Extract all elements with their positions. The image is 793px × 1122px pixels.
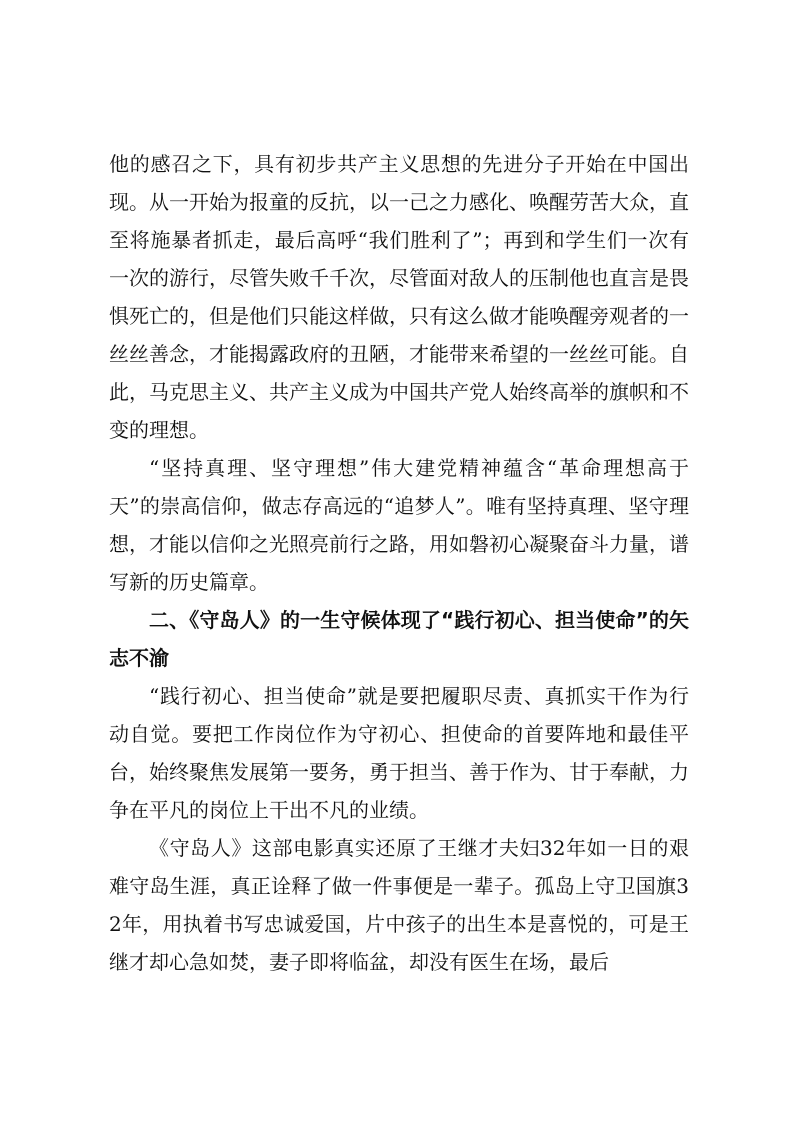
section-heading-two: 二、《守岛人》的一生守候体现了“践行初心、担当使命”的矢志不渝 — [109, 608, 689, 670]
paragraph-truth-ideals: “坚持真理、坚守理想”伟大建党精神蕴含“革命理想高于天”的崇高信仰，做志存高远的“追梦人”。唯有坚持真理、坚守理想，才能以信仰之光照亮前行之路，用如磐初心凝聚奋斗力量，谱写新的历史篇章。 — [109, 456, 689, 594]
paragraph-island-keeper: 《守岛人》这部电影真实还原了王继才夫妇32年如一日的艰难守岛生涯，真正诠释了做一件事便是一辈子。孤岛上守卫国旗32年，用执着书写忠诚爱国，片中孩子的出生本是喜悦的，可是王继才却心急如焚，妻子即将临盆，却没有医生在场，最后 — [109, 836, 689, 974]
paragraph-mission: “践行初心、担当使命”就是要把履职尽责、真抓实干作为行动自觉。要把工作岗位作为守初心、担使命的首要阵地和最佳平台，始终聚焦发展第一要务，勇于担当、善于作为、甘于奉献，力争在平凡的岗位上干出不凡的业绩。 — [109, 684, 689, 822]
paragraph-revolution-origin: 他的感召之下，具有初步共产主义思想的先进分子开始在中国出现。从一开始为报童的反抗，以一己之力感化、唤醒劳苦大众，直至将施暴者抓走，最后高呼“我们胜利了”；再到和学生们一次有一次的游行，尽管失败千千次，尽管面对敌人的压制他也直言是畏惧死亡的，但是他们只能这样做，只有这么做才能唤醒旁观者的一丝丝善念，才能揭露政府的丑陋，才能带来希望的一丝丝可能。自此，马克思主义、共产主义成为中国共产党人始终高举的旗帜和不变的理想。 — [109, 152, 689, 442]
